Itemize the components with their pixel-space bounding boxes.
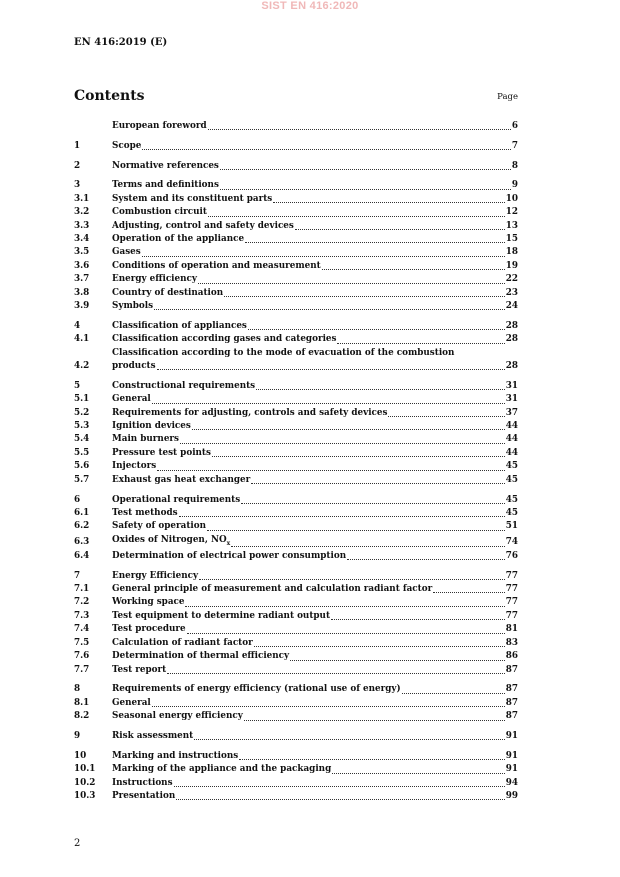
toc-entry-number: 3.1 <box>74 193 90 204</box>
toc-entry-page: 99 <box>505 790 518 801</box>
toc-entry-title: Combustion circuit <box>112 207 207 218</box>
toc-entry-number: 10 <box>74 750 87 761</box>
dot-leader <box>433 592 505 593</box>
toc-entry-number: 3.6 <box>74 260 90 271</box>
toc-entry-page: 12 <box>505 207 518 218</box>
toc-entry-page: 37 <box>505 407 518 418</box>
page-number: 2 <box>74 838 81 849</box>
toc-entry-title: Country of destination <box>112 287 224 298</box>
toc-entry-page: 77 <box>505 570 518 581</box>
toc-entry[interactable] <box>74 420 518 433</box>
dot-leader <box>337 343 504 344</box>
toc-entry-page: 87 <box>505 684 518 695</box>
toc-entry-number: 5.5 <box>74 447 90 458</box>
toc-entry-number: 6.1 <box>74 507 90 518</box>
dot-leader <box>157 369 505 370</box>
toc-entry-number: 4.1 <box>74 334 90 345</box>
toc-entry[interactable] <box>74 730 518 743</box>
toc-entry[interactable] <box>74 120 518 133</box>
toc-entry-page: 23 <box>505 287 518 298</box>
toc-entry[interactable] <box>74 287 518 300</box>
toc-entry-number: 3.4 <box>74 234 90 245</box>
toc-entry-page: 7 <box>511 140 518 151</box>
toc-entry-title: Scope <box>112 140 142 151</box>
toc-entry-number: 3.5 <box>74 247 90 258</box>
toc-entry[interactable] <box>74 380 518 393</box>
toc-entry[interactable] <box>74 347 518 374</box>
toc-entry-page: 28 <box>505 334 518 345</box>
toc-entry[interactable] <box>74 140 518 153</box>
toc-entry-title: Symbols <box>112 301 154 312</box>
toc-entry-page: 44 <box>505 434 518 445</box>
toc-entry[interactable] <box>74 637 518 650</box>
dot-leader <box>254 646 505 647</box>
toc-entry[interactable] <box>74 300 518 313</box>
toc-entry-number: 5.2 <box>74 407 90 418</box>
toc-entry-number: 7.1 <box>74 584 90 595</box>
toc-entry[interactable] <box>74 179 518 192</box>
toc-entry[interactable] <box>74 570 518 583</box>
toc-entry-number: 6.3 <box>74 537 90 548</box>
dot-leader <box>241 503 505 504</box>
dot-leader <box>176 799 505 800</box>
toc-entry[interactable] <box>74 206 518 219</box>
toc-entry-title: Instructions <box>112 777 173 788</box>
toc-entry-title: Determination of thermal efficiency <box>112 651 290 662</box>
toc-entry-page: 77 <box>505 584 518 595</box>
toc-entry-number: 7.2 <box>74 597 90 608</box>
toc-entry-title: Test methods <box>112 507 178 518</box>
toc-entry[interactable] <box>74 460 518 473</box>
toc-entry-number: 10.1 <box>74 764 96 775</box>
toc-entry[interactable] <box>74 750 518 763</box>
toc-entry[interactable] <box>74 583 518 596</box>
toc-entry-page: 45 <box>505 494 518 505</box>
toc-entry-page: 45 <box>505 461 518 472</box>
dot-leader <box>220 189 511 190</box>
dot-leader <box>142 149 511 150</box>
toc-entry-title: Normative references <box>112 160 219 171</box>
toc-entry-number: 6 <box>74 494 81 505</box>
toc-entry-title: Marking of the appliance and the packaging <box>112 764 332 775</box>
toc-entry-number: 1 <box>74 140 81 151</box>
dot-leader <box>224 296 505 297</box>
toc-entry-number: 8.1 <box>74 697 90 708</box>
toc-entry-page: 9 <box>511 180 518 191</box>
dot-leader <box>152 706 505 707</box>
toc-entry-number: 7.6 <box>74 651 90 662</box>
watermark: SIST EN 416:2020 <box>261 0 359 12</box>
toc-entry[interactable] <box>74 650 518 663</box>
toc-entry[interactable] <box>74 246 518 259</box>
dot-leader <box>322 269 505 270</box>
dot-leader <box>199 579 505 580</box>
toc-entry-number: 3.8 <box>74 287 90 298</box>
toc-entry-page: 18 <box>505 247 518 258</box>
contents-title: Contents <box>74 88 145 104</box>
toc-entry-number: 10.2 <box>74 777 96 788</box>
toc-entry-number: 3.2 <box>74 207 90 218</box>
toc-entry[interactable] <box>74 610 518 623</box>
toc-entry-page: 6 <box>511 121 518 131</box>
toc-entry-title: Energy efficiency <box>112 274 197 285</box>
toc-entry-number: 7.3 <box>74 610 90 621</box>
toc-entry-title: Operational requirements <box>112 494 241 505</box>
toc-entry-number: 7.5 <box>74 637 90 648</box>
toc-entry[interactable] <box>74 447 518 460</box>
page-column-label: Page <box>497 92 518 102</box>
toc-entry[interactable] <box>74 520 518 533</box>
toc-entry-page: 19 <box>505 260 518 271</box>
toc-entry-title: Requirements for adjusting, controls and safety devices <box>112 407 388 418</box>
toc-entry-title: Presentation <box>112 790 176 801</box>
toc-entry-title: Requirements of energy efficiency (rational use of energy) <box>112 684 401 695</box>
dot-leader <box>179 516 505 517</box>
toc-entry[interactable] <box>74 260 518 273</box>
toc-entry-title: Classification according gases and categories <box>112 334 337 345</box>
toc-entry-page: 76 <box>505 550 518 561</box>
toc-entry-page: 51 <box>505 521 518 532</box>
toc-entry-number: 8 <box>74 684 81 695</box>
toc-entry-page: 44 <box>505 421 518 432</box>
table-of-contents <box>74 120 518 803</box>
dot-leader <box>331 619 505 620</box>
toc-entry[interactable] <box>74 220 518 233</box>
toc-entry-title: Injectors <box>112 461 157 472</box>
toc-entry-number: 7 <box>74 570 81 581</box>
toc-entry[interactable] <box>74 623 518 636</box>
dot-leader <box>207 530 505 531</box>
toc-entry-title: Adjusting, control and safety devices <box>112 220 294 231</box>
subscript: x <box>226 539 231 547</box>
toc-entry-page: 15 <box>505 234 518 245</box>
toc-entry-number: 3.9 <box>74 301 90 312</box>
dot-leader <box>180 443 505 444</box>
toc-entry[interactable] <box>74 697 518 710</box>
toc-entry-title-continuation: products <box>112 361 156 372</box>
toc-entry-number: 9 <box>74 730 81 741</box>
dot-leader <box>194 739 505 740</box>
toc-entry-page: 81 <box>505 624 518 635</box>
toc-entry-title: Pressure test points <box>112 447 211 458</box>
toc-entry-title: Calculation of radiant factor <box>112 637 253 648</box>
toc-entry[interactable] <box>74 664 518 677</box>
toc-entry-title: European foreword <box>112 121 207 131</box>
toc-entry-page: 22 <box>505 274 518 285</box>
toc-entry[interactable] <box>74 233 518 246</box>
toc-entry[interactable] <box>74 683 518 696</box>
toc-entry-number: 5.7 <box>74 474 90 485</box>
dot-leader <box>347 559 505 560</box>
dot-leader <box>231 546 505 547</box>
toc-entry-page: 28 <box>505 320 518 331</box>
toc-entry-page: 77 <box>505 610 518 621</box>
toc-entry-page: 91 <box>505 750 518 761</box>
toc-entry-title: Test procedure <box>112 624 186 635</box>
toc-entry-page: 13 <box>505 220 518 231</box>
dot-leader <box>251 483 504 484</box>
dot-leader <box>152 403 505 404</box>
dot-leader <box>154 309 505 310</box>
dot-leader <box>208 129 511 130</box>
dot-leader <box>185 606 504 607</box>
dot-leader <box>208 216 505 217</box>
toc-entry[interactable] <box>74 320 518 333</box>
toc-entry[interactable] <box>74 494 518 507</box>
toc-entry-title: General <box>112 697 151 708</box>
toc-entry[interactable] <box>74 763 518 776</box>
dot-leader <box>388 416 504 417</box>
toc-entry-title: Determination of electrical power consumption <box>112 550 347 561</box>
toc-entry-title: Oxides of Nitrogen, NO <box>112 534 227 545</box>
toc-entry-page: 91 <box>505 764 518 775</box>
toc-entry-number: 4 <box>74 320 81 331</box>
dot-leader <box>167 673 505 674</box>
toc-entry-page: 24 <box>505 301 518 312</box>
dot-leader <box>239 759 505 760</box>
toc-entry-title: Working space <box>112 597 185 608</box>
toc-entry[interactable] <box>74 596 518 609</box>
toc-entry-number: 8.2 <box>74 711 90 722</box>
toc-entry-title: Main burners <box>112 434 179 445</box>
toc-entry[interactable] <box>74 193 518 206</box>
dot-leader <box>332 773 505 774</box>
toc-entry-page: 91 <box>505 730 518 741</box>
toc-entry-title: Safety of operation <box>112 521 207 532</box>
toc-entry-page: 31 <box>505 394 518 405</box>
toc-entry-number: 3.3 <box>74 220 90 231</box>
toc-entry-title: Classification according to the mode of evacuation of the combustion <box>112 347 455 358</box>
toc-entry-title: Energy Efficiency <box>112 570 199 581</box>
toc-entry[interactable] <box>74 407 518 420</box>
dot-leader <box>290 660 505 661</box>
toc-entry-title: Constructional requirements <box>112 380 256 391</box>
toc-entry-title: Ignition devices <box>112 421 191 432</box>
toc-entry[interactable] <box>74 474 518 487</box>
dot-leader <box>245 242 505 243</box>
toc-entry-title: Exhaust gas heat exchanger <box>112 474 251 485</box>
toc-entry-number: 3.7 <box>74 274 90 285</box>
toc-entry-page: 94 <box>505 777 518 788</box>
dot-leader <box>192 429 505 430</box>
toc-entry-page: 45 <box>505 507 518 518</box>
toc-entry-title: Risk assessment <box>112 730 194 741</box>
toc-entry-page: 74 <box>505 537 518 548</box>
toc-entry-number: 5 <box>74 380 81 391</box>
toc-entry[interactable] <box>74 534 518 550</box>
toc-entry-page: 31 <box>505 380 518 391</box>
toc-entry-number: 3 <box>74 180 81 191</box>
dot-leader <box>157 470 505 471</box>
toc-entry[interactable] <box>74 393 518 406</box>
toc-entry-number: 4.2 <box>74 361 90 372</box>
toc-entry[interactable] <box>74 790 518 803</box>
toc-entry-title: Seasonal energy efficiency <box>112 711 243 722</box>
toc-entry-page: 8 <box>511 160 518 171</box>
toc-entry-title: General principle of measurement and calculation radiant factor <box>112 584 433 595</box>
toc-entry[interactable] <box>74 333 518 346</box>
dot-leader <box>212 456 505 457</box>
toc-entry-title: Test equipment to determine radiant output <box>112 610 331 621</box>
toc-entry[interactable] <box>74 777 518 790</box>
toc-entry-number: 6.4 <box>74 550 90 561</box>
dot-leader <box>174 786 505 787</box>
toc-entry-page: 87 <box>505 711 518 722</box>
dot-leader <box>248 329 505 330</box>
toc-entry-number: 5.3 <box>74 421 90 432</box>
toc-entry[interactable] <box>74 507 518 520</box>
toc-entry-title: Gases <box>112 247 141 258</box>
toc-entry-number: 5.4 <box>74 434 90 445</box>
toc-entry[interactable] <box>74 433 518 446</box>
toc-entry-title: Test report <box>112 664 167 675</box>
toc-entry-page: 10 <box>505 193 518 204</box>
toc-entry-title: General <box>112 394 151 405</box>
toc-entry[interactable] <box>74 273 518 286</box>
toc-entry-page: 77 <box>505 597 518 608</box>
dot-leader <box>220 169 511 170</box>
toc-entry-number: 7.7 <box>74 664 90 675</box>
dot-leader <box>295 229 505 230</box>
dot-leader <box>256 389 505 390</box>
toc-entry-title: Conditions of operation and measurement <box>112 260 321 271</box>
toc-entry-number: 10.3 <box>74 790 96 801</box>
toc-entry-number: 5.6 <box>74 461 90 472</box>
toc-entry-title: Classification of appliances <box>112 320 247 331</box>
toc-entry[interactable] <box>74 550 518 563</box>
toc-entry[interactable] <box>74 710 518 723</box>
toc-entry-page: 86 <box>505 651 518 662</box>
toc-entry-title: Operation of the appliance <box>112 234 245 245</box>
toc-entry-title: System and its constituent parts <box>112 193 273 204</box>
toc-entry-page: 45 <box>505 474 518 485</box>
toc-entry-title: Marking and instructions <box>112 750 239 761</box>
dot-leader <box>402 693 505 694</box>
toc-entry-number: 5.1 <box>74 394 90 405</box>
toc-entry-number: 6.2 <box>74 521 90 532</box>
document-id: EN 416:2019 (E) <box>74 37 168 48</box>
toc-entry-page: 44 <box>505 447 518 458</box>
toc-entry-title: Terms and definitions <box>112 180 219 191</box>
dot-leader <box>187 633 505 634</box>
toc-entry-page: 83 <box>505 637 518 648</box>
toc-entry-page: 87 <box>505 697 518 708</box>
dot-leader <box>142 256 505 257</box>
dot-leader <box>273 202 505 203</box>
toc-entry-page: 28 <box>505 361 518 372</box>
toc-entry-number: 7.4 <box>74 624 90 635</box>
dot-leader <box>198 283 505 284</box>
toc-entry-number: 2 <box>74 160 81 171</box>
toc-entry[interactable] <box>74 160 518 173</box>
toc-entry-page: 87 <box>505 664 518 675</box>
dot-leader <box>244 720 505 721</box>
